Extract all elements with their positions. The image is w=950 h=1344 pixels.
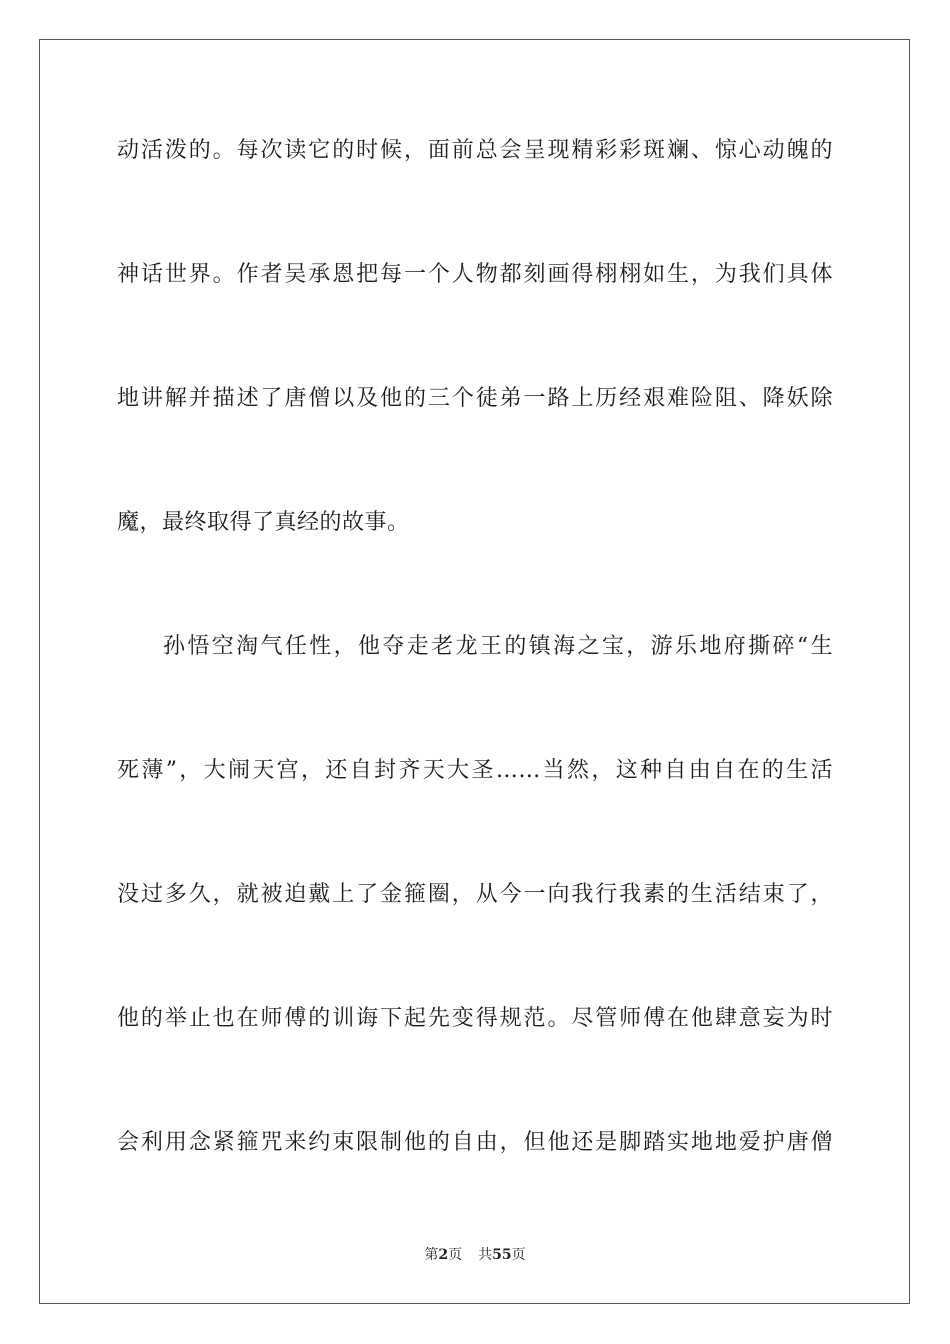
- text-line-5: 孙悟空淘气任性，他夺走老龙王的镇海之宝，游乐地府撕碎“生: [163, 634, 833, 659]
- text-line-6: 死薄”，大闹天宫，还自封齐天大圣……当然，这种自由自在的生活: [117, 758, 833, 783]
- total-suffix: 页: [511, 1247, 526, 1263]
- page-number: 2: [438, 1247, 449, 1263]
- page-suffix: 页: [448, 1247, 463, 1263]
- text-line-1: 动活泼的。每次读它的时候，面前总会呈现精彩彩斑斓、惊心动魄的: [117, 138, 833, 163]
- page-prefix: 第: [424, 1247, 439, 1263]
- text-line-3: 地讲解并描述了唐僧以及他的三个徒弟一路上历经艰难险阻、降妖除: [117, 386, 833, 411]
- page-footer: [0, 1246, 950, 1264]
- text-line-8: 他的举止也在师傅的训诲下起先变得规范。尽管师傅在他肆意妄为时: [117, 1006, 833, 1031]
- page-border: [39, 39, 910, 1304]
- text-line-4: 魔，最终取得了真经的故事。: [117, 510, 410, 535]
- text-line-2: 神话世界。作者吴承恩把每一个人物都刻画得栩栩如生，为我们具体: [117, 262, 833, 287]
- total-pages: 55: [492, 1247, 512, 1263]
- text-line-7: 没过多久，就被迫戴上了金箍圈，从今一向我行我素的生活结束了，: [117, 882, 833, 907]
- total-prefix: 共: [478, 1247, 493, 1263]
- text-line-9: 会利用念紧箍咒来约束限制他的自由，但他还是脚踏实地地爱护唐僧: [117, 1130, 833, 1155]
